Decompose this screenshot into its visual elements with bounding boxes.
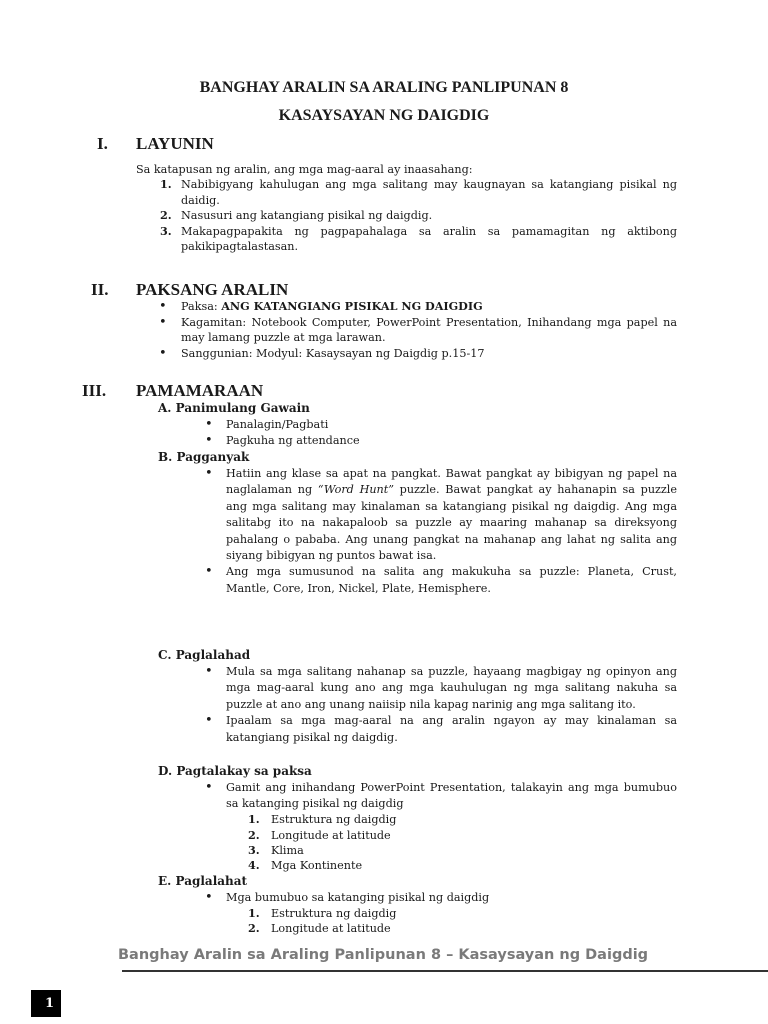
footer-text: Banghay Aralin sa Araling Panlipunan 8 – Kasaysayan ng Daigdig [118, 947, 649, 963]
bullet-icon: • [159, 345, 167, 361]
list-item [248, 842, 677, 858]
item-text: Estruktura ng daigdig [271, 906, 397, 920]
item-number: 1. [248, 905, 260, 920]
item-text: Longitude at latitude [271, 922, 391, 936]
list-item [160, 208, 677, 224]
list-item [159, 314, 677, 346]
bullet-icon: • [205, 466, 213, 481]
section-heading: LAYUNIN [136, 134, 214, 153]
subsection-d [158, 763, 677, 873]
item-text: Kagamitan: Notebook Computer, PowerPoint Presentation, Inihandang mga papel na may lamang puzzle at mga larawan. [181, 315, 677, 345]
intro-text: Sa katapusan ng aralin, ang mga mag-aaral ay inaasahang: [136, 163, 473, 176]
subsection-e-list [205, 890, 677, 937]
bullet-icon: • [159, 299, 167, 314]
subsection-c-list [205, 664, 677, 746]
bullet-icon: • [205, 890, 213, 906]
item-number: 2. [248, 921, 260, 936]
list-item [205, 417, 677, 433]
item-number: 1. [160, 177, 172, 191]
list-item [159, 299, 677, 315]
subsection-e [158, 873, 677, 937]
word-hunt-emphasis: “Word Hunt” [317, 483, 394, 497]
list-item [248, 921, 677, 937]
bullet-icon: • [205, 713, 213, 729]
bullet-icon: • [205, 780, 213, 795]
list-item [205, 564, 677, 597]
subsection-b-heading: B. Pagganyak [158, 450, 250, 464]
list-item [205, 890, 677, 906]
bullet-icon: • [205, 664, 213, 679]
subsection-c-heading: C. Paglalahad [158, 648, 251, 662]
list-item [248, 905, 677, 922]
list-item [248, 812, 677, 827]
list-item [205, 664, 677, 713]
list-item [159, 345, 677, 362]
subsection-a [158, 400, 677, 449]
item-text: Ang mga sumusunod na salita ang makukuha sa puzzle: Planeta, Crust, Mantle, Core, Iron, Nickel, Plate, Hemisphere. [226, 565, 677, 595]
bullet-icon: • [159, 314, 167, 330]
document-subtitle: KASAYSAYAN NG DAIGDIG [278, 107, 490, 124]
item-text: Gamit ang inihandang PowerPoint Presentation, talakayin ang mga bumubuo sa katanging pisikal ng daigdig [226, 781, 677, 811]
bullet-icon: • [205, 417, 213, 432]
objectives-list [160, 177, 677, 255]
numbered-list [226, 812, 677, 873]
list-item [160, 177, 677, 208]
section-number: II. [91, 280, 109, 299]
item-text: Estruktura ng daigdig [271, 813, 397, 827]
page-number: 1 [31, 990, 61, 1017]
subsection-b-list [205, 466, 678, 597]
bullet-icon: • [205, 432, 213, 448]
item-text: Makapagpapakita ng pagpapahalaga sa aralin sa pamamagitan ng aktibong pakikipagtalastasan. [181, 224, 677, 254]
section-heading: PAMAMARAAN [136, 381, 264, 400]
list-item [205, 780, 677, 812]
list-item [205, 713, 677, 746]
item-text: Mula sa mga salitang nahanap sa puzzle, hayaang magbigay ng opinyon ang mga mag-aaral kung ano ang mga kauhulugan ng mga salitang nakuha sa puzzle at ano ang unang naiisip nila kapag narinig ang mga salitang ito. [226, 665, 677, 711]
item-text: Sanggunian: Modyul: Kasaysayan ng Daigdig p.15-17 [181, 346, 485, 360]
pamamaraan-body [158, 400, 678, 937]
item-text: Ipaalam sa mga mag-aaral na ang aralin ngayon ay may kinalaman sa katangiang pisikal ng daigdig. [226, 714, 677, 744]
list-item [205, 466, 678, 564]
list-item [160, 223, 677, 255]
subsection-d-heading: D. Pagtalakay sa paksa [158, 764, 312, 778]
subsection-e-heading: E. Paglalahat [158, 874, 248, 889]
numbered-list [226, 906, 677, 937]
subsection-b [158, 449, 678, 647]
item-number: 2. [160, 208, 172, 223]
footer-divider [122, 970, 768, 972]
subsection-a-list [205, 417, 677, 448]
item-text: Hatiin ang klase sa apat na pangkat. Bawat pangkat ay bibigyan ng papel na naglalaman ng [226, 467, 677, 497]
list-item [205, 432, 677, 449]
item-text: Mga bumubuo sa katanging pisikal ng daigdig [226, 891, 490, 905]
item-number: 1. [248, 812, 260, 827]
item-text: Nasusuri ang katangiang pisikal ng daigdig. [181, 209, 433, 223]
topic-value: ANG KATANGIANG PISIKAL NG DAIGDIG [221, 299, 483, 313]
list-item [248, 827, 677, 843]
item-text: Klima [271, 843, 304, 857]
item-text: Longitude at latitude [271, 828, 391, 842]
section-number: I. [97, 134, 108, 153]
paksa-list [159, 299, 677, 361]
label: Paksa: [181, 300, 222, 313]
section-heading: PAKSANG ARALIN [136, 280, 289, 299]
bullet-icon: • [205, 564, 213, 580]
item-text: puzzle. Bawat pangkat ay hahanapin sa puzzle ang mga salitang may kinalaman sa katangiang pisikal ng daigdig. Ang mga salitabg ito na nakapaloob sa puzzle ay maaring mahanap sa direksyong pahalang o pababa. Ang unang pangkat na mahanap ang lahat ng salita ang siyang bibigyan ng puntos bawat isa. [226, 483, 678, 563]
subsection-c [158, 647, 677, 763]
item-text: Nabibigyang kahulugan ang mga salitang may kaugnayan sa katangiang pisikal ng daidig. [181, 178, 677, 207]
item-number: 3. [160, 223, 172, 238]
subsection-d-list [205, 780, 677, 873]
list-item [248, 858, 677, 873]
item-number: 2. [248, 827, 260, 842]
item-text: Pagkuha ng attendance [226, 433, 360, 447]
subsection-a-heading: A. Panimulang Gawain [158, 401, 310, 415]
section-number: III. [82, 381, 107, 400]
document-title: BANGHAY ARALIN SA ARALING PANLIPUNAN 8 [199, 79, 569, 96]
item-text: Mga Kontinente [271, 859, 363, 873]
item-number: 3. [248, 842, 260, 857]
item-text: Panalagin/Pagbati [226, 418, 329, 431]
item-number: 4. [248, 858, 260, 873]
